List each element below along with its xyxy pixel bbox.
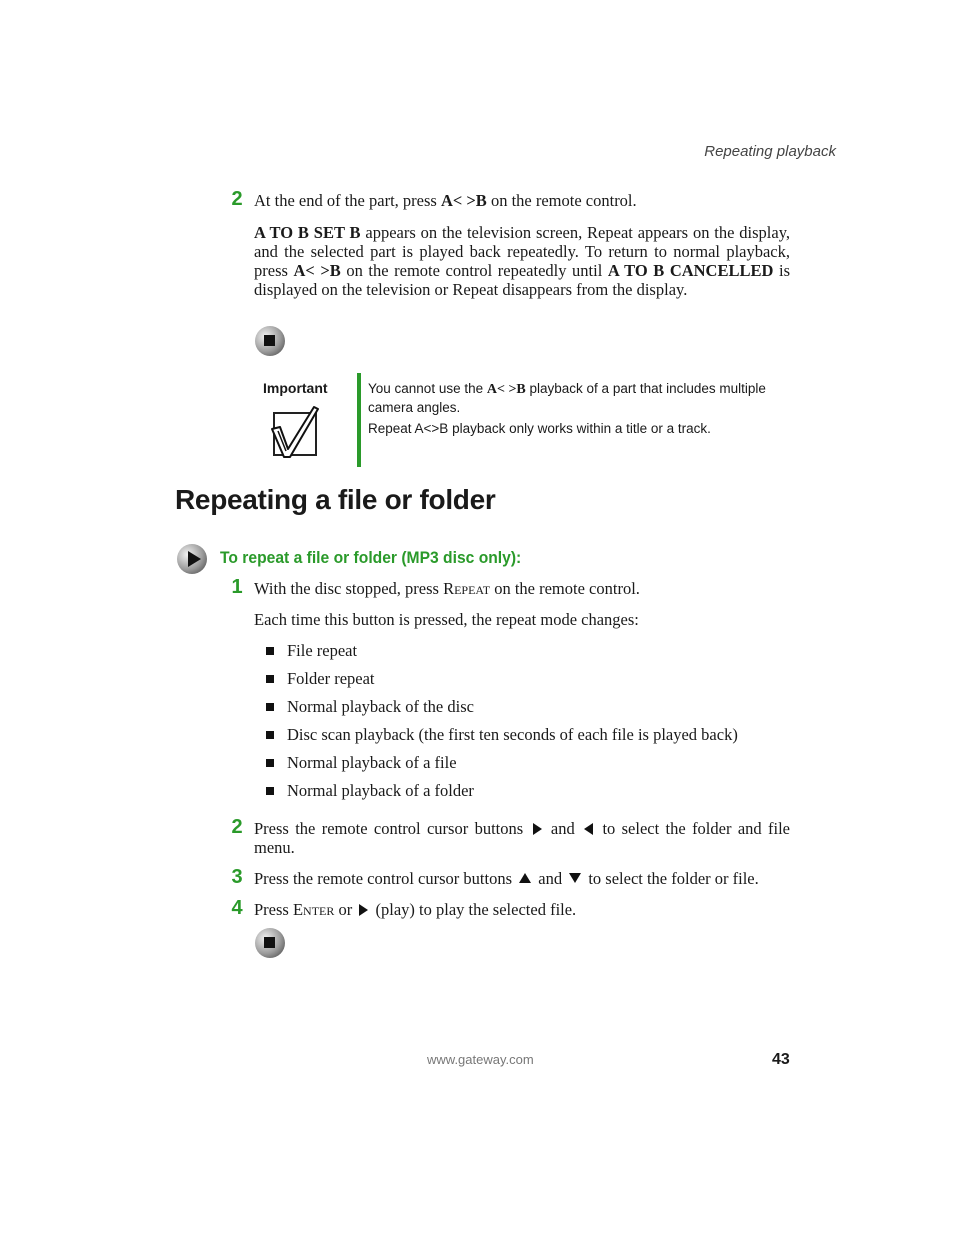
step-text: With the disc stopped, press Repeat on the remote control.: [254, 579, 640, 598]
list-item: Normal playback of the disc: [287, 697, 474, 716]
list-item: Normal playback of a folder: [287, 781, 474, 800]
bullet: [266, 647, 274, 655]
key-label: Repeat: [443, 579, 491, 598]
step-number: 4: [231, 897, 243, 919]
list-item: Disc scan playback (the first ten seconds of each file is played back): [287, 725, 738, 744]
stop-icon: [255, 326, 285, 356]
important-divider: [357, 373, 361, 467]
step-text: Press the remote control cursor buttons and to select the folder or file.: [254, 869, 759, 888]
important-label: Important: [263, 380, 328, 396]
procedure-arrow-icon: [177, 544, 207, 574]
key-label: Enter: [292, 900, 335, 919]
running-header: Repeating playback: [704, 143, 836, 160]
mode-note: Each time this button is pressed, the repeat mode changes:: [254, 610, 639, 629]
key-label: A< >B: [440, 191, 487, 210]
list-item: File repeat: [287, 641, 358, 660]
down-arrow-icon: [569, 873, 581, 883]
bullet: [266, 787, 274, 795]
left-arrow-icon: [584, 823, 593, 835]
footer-url: www.gateway.com: [427, 1052, 534, 1067]
checkmark-icon: [268, 405, 322, 459]
page-number: 43: [772, 1051, 790, 1068]
step-text: Press the remote control cursor buttons and to select the folder and file menu.: [254, 819, 790, 857]
procedure-heading: To repeat a file or folder (MP3 disc only):: [220, 548, 522, 567]
bullet: [266, 731, 274, 739]
list-item: Folder repeat: [287, 669, 375, 688]
up-arrow-icon: [519, 873, 531, 883]
stop-icon: [255, 928, 285, 958]
play-arrow-icon: [359, 904, 368, 916]
step-text: At the end of the part, press A< >B on the remote control.: [254, 191, 637, 210]
step-number: 2: [231, 188, 243, 210]
step-number: 1: [231, 576, 243, 598]
list-item: Normal playback of a file: [287, 753, 457, 772]
important-text-2: Repeat A<>B playback only works within a title or a track.: [368, 421, 711, 436]
bullet: [266, 675, 274, 683]
bullet: [266, 703, 274, 711]
bullet: [266, 759, 274, 767]
step-number: 2: [231, 816, 243, 838]
step-text: Press Enter or (play) to play the selected file.: [254, 900, 577, 919]
right-arrow-icon: [533, 823, 542, 835]
step-number: 3: [231, 866, 243, 888]
important-text-1: You cannot use the A< >B playback of a part that includes multiple camera angles.: [368, 381, 766, 415]
section-heading: Repeating a file or folder: [175, 484, 496, 515]
description-paragraph: A TO B SET B appears on the television screen, Repeat appears on the display, and the selected part is played back repeatedly. To return to normal playback, press A< >B on the remote control repeatedly until A TO B CANCELLED is displayed on the television or Repeat disappears from the display.: [254, 223, 790, 299]
